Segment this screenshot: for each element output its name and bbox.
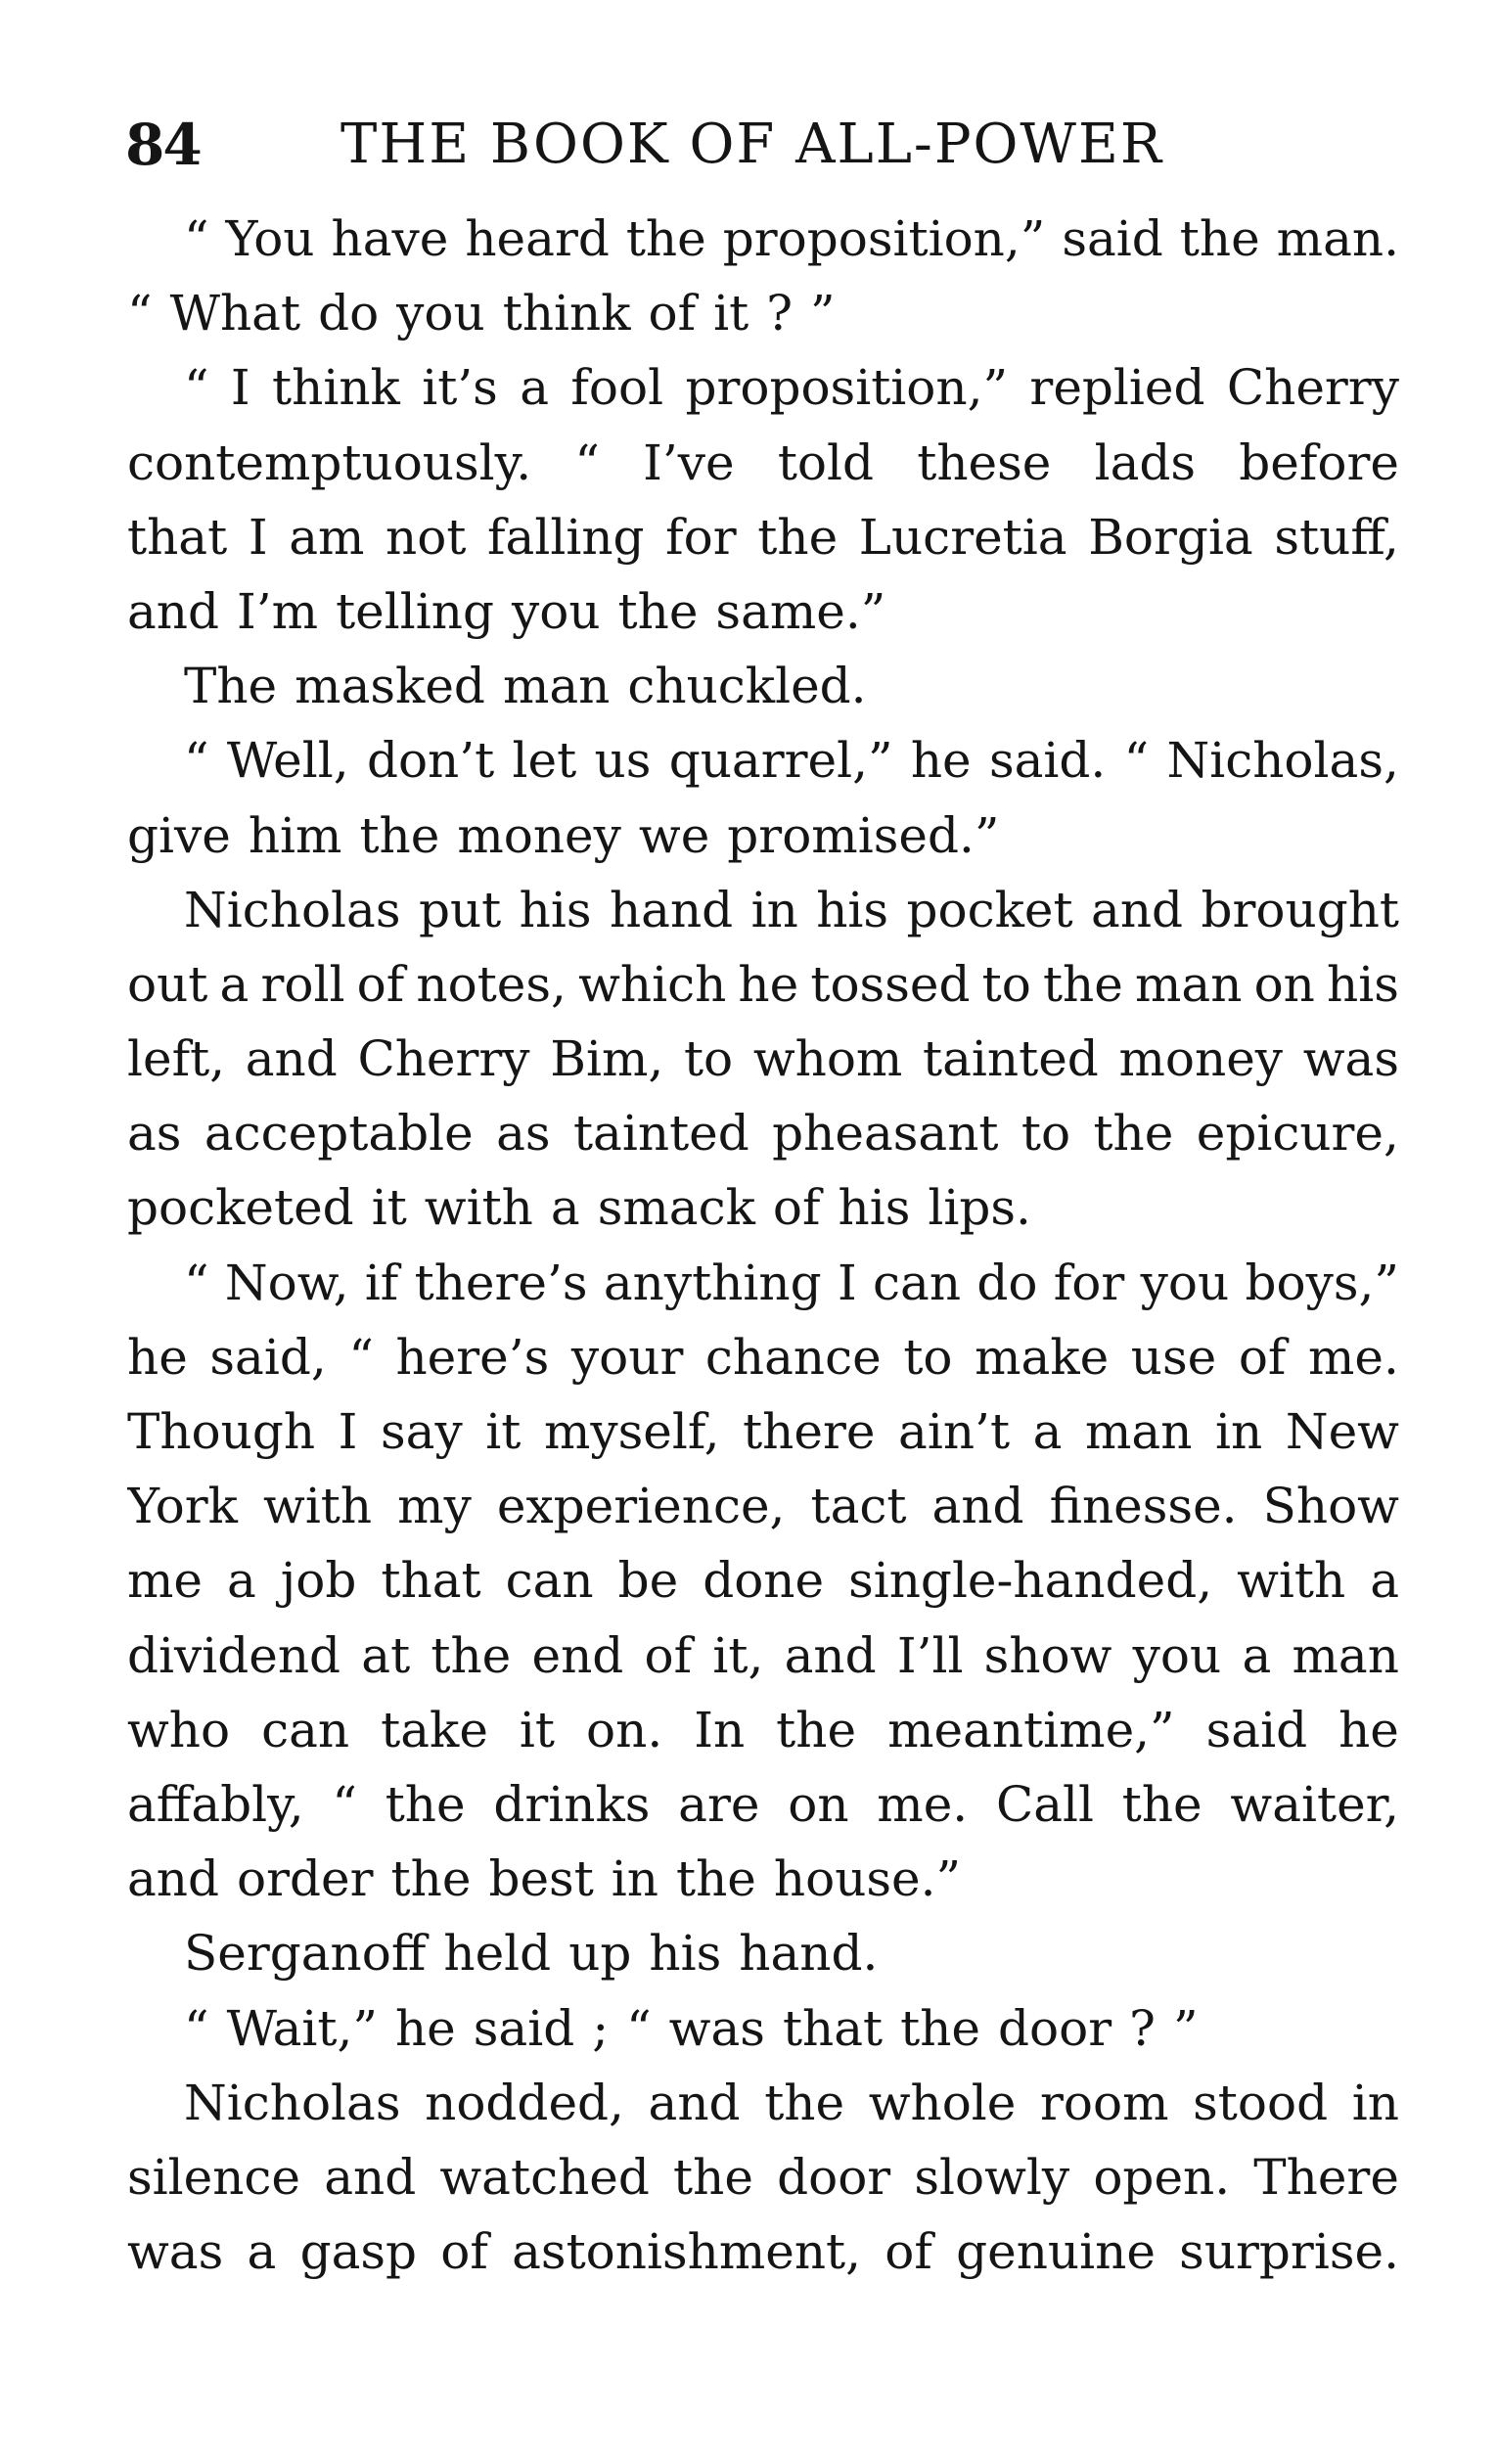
text-word: me — [127, 1552, 204, 1610]
text-word: Now, — [224, 1254, 349, 1311]
text-word: the — [1093, 1105, 1174, 1163]
text-word: masked — [295, 658, 485, 715]
text-word: to — [981, 955, 1031, 1013]
text-word: it, — [712, 1626, 764, 1684]
text-word: in — [750, 881, 798, 938]
text-word: Borgia — [1088, 508, 1253, 566]
text-line — [127, 1096, 1399, 1170]
text-word: tossed — [810, 955, 971, 1013]
text-word: let — [512, 732, 577, 790]
text-line — [127, 574, 1399, 649]
text-word: left, — [127, 1030, 226, 1088]
text-word: lads — [1094, 433, 1197, 491]
text-word: that — [782, 1999, 884, 2057]
text-word: whole — [868, 2074, 1017, 2131]
text-word: in — [1351, 2074, 1399, 2131]
text-word: finesse. — [1049, 1478, 1238, 1535]
text-word: I — [230, 359, 250, 417]
text-word: watched — [439, 2148, 650, 2206]
text-word: gasp — [299, 2223, 418, 2281]
text-word: “ — [184, 1999, 209, 2057]
text-word: Though — [127, 1403, 316, 1460]
text-word: “ — [184, 732, 209, 790]
text-word: can — [261, 1701, 350, 1758]
text-word: it — [713, 285, 749, 342]
text-word: and — [931, 1478, 1024, 1535]
text-word: order — [237, 1850, 374, 1908]
text-line — [127, 1394, 1399, 1469]
text-line — [127, 2140, 1399, 2214]
text-line — [127, 1543, 1399, 1618]
text-word: “ — [184, 359, 209, 417]
text-word: in — [1215, 1403, 1263, 1460]
text-word: waiter, — [1230, 1775, 1399, 1833]
text-word: slowly — [914, 2148, 1070, 2206]
text-word: you — [1132, 1626, 1222, 1684]
text-word: a — [520, 359, 550, 417]
text-word: hand — [609, 881, 734, 938]
text-word: on — [788, 1775, 849, 1833]
text-word: was — [668, 1999, 765, 2057]
text-word: the — [764, 2074, 845, 2131]
text-word: man. — [1276, 210, 1399, 267]
text-word: genuine — [956, 2223, 1156, 2281]
text-word: “ — [127, 285, 153, 342]
text-word: What — [169, 285, 301, 342]
text-word: whom — [752, 1030, 903, 1088]
text-word: am — [289, 508, 365, 566]
text-word: he — [394, 1999, 456, 2057]
text-word: of — [772, 1179, 821, 1237]
text-word: falling — [487, 508, 645, 566]
text-line — [127, 202, 1399, 276]
text-word: the — [385, 1775, 466, 1833]
text-word: do — [976, 1254, 1038, 1311]
text-word: single-handed, — [848, 1552, 1213, 1610]
text-word: astonishment, — [512, 2223, 862, 2281]
text-word: man — [1135, 955, 1243, 1013]
text-word: he — [738, 955, 799, 1013]
text-word: at — [361, 1626, 411, 1684]
text-word: to — [683, 1030, 734, 1088]
text-line — [127, 1320, 1399, 1394]
text-word: and — [784, 1626, 877, 1684]
text-word: ? — [1129, 1999, 1156, 2057]
text-word: “ — [184, 210, 209, 267]
text-word: room — [1039, 2074, 1169, 2131]
text-word: the — [1121, 1775, 1202, 1833]
text-word: fool — [570, 359, 664, 417]
text-word: money — [457, 806, 621, 864]
text-word: on — [1253, 955, 1315, 1013]
text-word: his — [1327, 955, 1399, 1013]
text-word: dividend — [127, 1626, 341, 1684]
text-word: the — [900, 1999, 981, 2057]
text-line — [127, 947, 1399, 1022]
text-word: pocket — [906, 881, 1073, 938]
text-word: man — [502, 658, 611, 715]
text-line — [127, 1022, 1399, 1096]
text-word: said — [1205, 1701, 1308, 1758]
text-line — [127, 799, 1399, 873]
text-word: him — [248, 806, 342, 864]
text-word: which — [578, 955, 727, 1013]
text-word: take — [381, 1701, 488, 1758]
text-word: make — [975, 1328, 1110, 1386]
text-word: I — [837, 1254, 857, 1311]
text-word: quarrel,” — [668, 732, 893, 790]
text-word: “ — [1123, 732, 1150, 790]
text-word: open. — [1093, 2148, 1231, 2206]
text-word: I’ve — [643, 433, 735, 491]
text-word: I’m — [237, 582, 319, 640]
text-word: a — [227, 1552, 256, 1610]
text-word: it — [519, 1701, 556, 1758]
text-word: can — [873, 1254, 962, 1311]
text-word: ? — [766, 285, 794, 342]
text-word: a — [1370, 1552, 1399, 1610]
text-word: can — [505, 1552, 594, 1610]
text-word: you — [396, 285, 485, 342]
text-word: and — [127, 1850, 220, 1908]
text-line — [127, 1991, 1399, 2066]
text-word: for — [1053, 1254, 1125, 1311]
text-word: telling — [336, 582, 494, 640]
text-word: nodded, — [425, 2074, 624, 2131]
text-line — [127, 2214, 1399, 2289]
text-word: held — [443, 1925, 552, 1983]
text-word: epicure, — [1196, 1105, 1399, 1163]
text-word: his — [816, 881, 889, 938]
text-word: that — [127, 508, 228, 566]
text-word: he — [127, 1328, 188, 1386]
text-word: promised.” — [727, 806, 1000, 864]
text-word: you — [511, 582, 601, 640]
text-word: that — [381, 1552, 481, 1610]
text-word: on. — [586, 1701, 663, 1758]
text-word: experience, — [496, 1478, 786, 1535]
text-word: a — [219, 955, 250, 1013]
text-line — [127, 1246, 1399, 1320]
text-line — [127, 1469, 1399, 1543]
text-word: Cherry — [357, 1030, 530, 1088]
text-word: hand. — [739, 1925, 879, 1983]
text-word: who — [127, 1701, 231, 1758]
text-word: Well, — [226, 732, 349, 790]
text-word: “ — [332, 1775, 357, 1833]
text-word: the — [1179, 210, 1260, 267]
text-word: pheasant — [772, 1105, 999, 1163]
text-word: and — [648, 2074, 741, 2131]
text-word: the — [776, 1701, 857, 1758]
text-word: tainted — [572, 1105, 749, 1163]
text-word: the — [673, 2148, 753, 2206]
text-word: here’s — [395, 1328, 550, 1386]
text-word: I — [338, 1403, 358, 1460]
text-word: end — [531, 1626, 624, 1684]
text-word: door — [777, 2148, 891, 2206]
text-word: us — [594, 732, 652, 790]
text-word: of — [440, 2223, 488, 2281]
text-word: as — [127, 1105, 182, 1163]
text-word: In — [694, 1701, 746, 1758]
running-head — [125, 106, 1397, 184]
text-word: replied — [1029, 359, 1205, 417]
text-word: The — [184, 658, 278, 715]
running-title: THE BOOK OF ALL-POWER — [340, 113, 1164, 176]
text-word: a — [550, 1179, 580, 1237]
text-word: my — [397, 1478, 472, 1535]
text-word: the — [625, 210, 706, 267]
text-word: the — [676, 1850, 756, 1908]
text-word: put — [418, 881, 502, 938]
text-word: “ — [348, 1328, 374, 1386]
text-word: these — [917, 433, 1052, 491]
text-line — [127, 350, 1399, 425]
text-word: for — [665, 508, 737, 566]
text-word: Call — [995, 1775, 1094, 1833]
text-word: use — [1130, 1328, 1217, 1386]
text-word: house.” — [773, 1850, 962, 1908]
text-word: proposition,” — [722, 210, 1046, 267]
text-word: surprise. — [1179, 2223, 1399, 2281]
text-word: ain’t — [898, 1403, 1011, 1460]
text-word: acceptable — [204, 1105, 474, 1163]
text-word: stood — [1193, 2074, 1329, 2131]
text-word: do — [318, 285, 380, 342]
text-line — [127, 1916, 1399, 1990]
text-word: lips. — [928, 1179, 1031, 1237]
text-word: roll — [260, 955, 345, 1013]
text-word: silence — [127, 2148, 301, 2206]
text-line — [127, 500, 1399, 574]
text-word: as — [496, 1105, 551, 1163]
text-word: with — [263, 1478, 373, 1535]
text-word: said — [473, 1999, 575, 2057]
text-word: he — [1338, 1701, 1399, 1758]
text-line — [127, 2066, 1399, 2140]
text-line — [127, 1170, 1399, 1245]
text-word: to — [1021, 1105, 1071, 1163]
text-word: tainted — [923, 1030, 1099, 1088]
text-word: anything — [603, 1254, 822, 1311]
text-word: said — [1062, 210, 1163, 267]
text-word: brought — [1201, 881, 1399, 938]
text-word: have — [331, 210, 449, 267]
text-word: out — [127, 955, 208, 1013]
text-word: door — [998, 1999, 1112, 2057]
text-word: before — [1239, 433, 1399, 491]
text-word: I — [248, 508, 268, 566]
text-word: don’t — [366, 732, 495, 790]
text-word: the — [359, 806, 440, 864]
text-word: Show — [1262, 1478, 1399, 1535]
text-word: not — [386, 508, 467, 566]
text-word: Lucretia — [858, 508, 1067, 566]
text-word: your — [570, 1328, 684, 1386]
text-word: ” — [1172, 1999, 1199, 2057]
text-word: Bim, — [550, 1030, 664, 1088]
text-word: with — [424, 1179, 533, 1237]
text-word: he — [910, 732, 972, 790]
text-word: me. — [877, 1775, 969, 1833]
text-word: of — [1238, 1328, 1287, 1386]
text-word: There — [1253, 2148, 1399, 2206]
text-word: his — [649, 1925, 722, 1983]
text-word: Nicholas, — [1166, 732, 1399, 790]
text-word: a — [1032, 1403, 1063, 1460]
text-word: Cherry — [1226, 359, 1399, 417]
text-word: You — [225, 210, 315, 267]
text-word: drinks — [493, 1775, 651, 1833]
text-word: we — [638, 806, 710, 864]
text-word: be — [617, 1552, 679, 1610]
text-word: pocketed — [127, 1179, 354, 1237]
text-word: the — [390, 1850, 472, 1908]
text-word: proposition,” — [685, 359, 1009, 417]
text-word: up — [568, 1925, 632, 1983]
text-word: Nicholas — [184, 2074, 401, 2131]
text-line — [127, 873, 1399, 947]
text-word: I’ll — [896, 1626, 964, 1684]
text-word: the — [1042, 955, 1123, 1013]
text-word: say — [381, 1403, 463, 1460]
text-word: said, — [209, 1328, 327, 1386]
text-word: man — [1292, 1626, 1399, 1684]
text-word: “ — [184, 1254, 209, 1311]
text-word: to — [903, 1328, 953, 1386]
text-word: contemptuously. — [127, 433, 532, 491]
text-line — [127, 426, 1399, 500]
text-word: it’s — [422, 359, 498, 417]
text-word: best — [488, 1850, 594, 1908]
text-word: a — [247, 2223, 277, 2281]
text-word: said. — [988, 732, 1107, 790]
text-word: man — [1085, 1403, 1193, 1460]
text-word: in — [611, 1850, 658, 1908]
text-word: New — [1285, 1403, 1399, 1460]
text-word: the — [431, 1626, 512, 1684]
text-word: same.” — [715, 582, 886, 640]
text-word: heard — [465, 210, 610, 267]
text-word: myself, — [543, 1403, 720, 1460]
text-word: think — [272, 359, 400, 417]
text-word: of — [356, 955, 405, 1013]
text-word: “ — [626, 1999, 652, 2057]
text-word: affably, — [127, 1775, 304, 1833]
text-word: done — [703, 1552, 825, 1610]
text-word: stuff, — [1274, 508, 1399, 566]
text-word: told — [777, 433, 875, 491]
text-word: it — [485, 1403, 522, 1460]
text-word: chuckled. — [627, 658, 867, 715]
text-word: ” — [810, 285, 836, 342]
text-word: are — [678, 1775, 760, 1833]
text-word: there — [743, 1403, 876, 1460]
text-line — [127, 1767, 1399, 1842]
text-line — [127, 1693, 1399, 1767]
text-word: his — [838, 1179, 911, 1237]
text-word: tact — [810, 1478, 907, 1535]
text-line — [127, 723, 1399, 798]
text-word: with — [1237, 1552, 1346, 1610]
text-word: York — [127, 1478, 238, 1535]
text-word: show — [983, 1626, 1112, 1684]
text-word: a — [1242, 1626, 1272, 1684]
text-line — [127, 276, 1399, 350]
text-word: Serganoff — [184, 1925, 427, 1983]
text-word: and — [1091, 881, 1184, 938]
text-word: the — [757, 508, 839, 566]
text-word: money — [1118, 1030, 1284, 1088]
text-word: chance — [704, 1328, 882, 1386]
text-word: if — [364, 1254, 399, 1311]
text-word: and — [324, 2148, 417, 2206]
text-word: ; — [592, 1999, 610, 2057]
text-word: of — [885, 2223, 932, 2281]
text-word: Nicholas — [184, 881, 401, 938]
text-line — [127, 1842, 1399, 1916]
text-word: job — [280, 1552, 357, 1610]
text-word: it — [371, 1179, 407, 1237]
text-word: of — [648, 285, 697, 342]
text-word: was — [1302, 1030, 1399, 1088]
text-line — [127, 649, 1399, 723]
text-word: notes, — [416, 955, 567, 1013]
text-word: “ — [574, 433, 600, 491]
text-word: you — [1140, 1254, 1230, 1311]
text-line — [127, 1619, 1399, 1693]
text-word: smack — [597, 1179, 755, 1237]
text-word: there’s — [414, 1254, 588, 1311]
text-word: the — [617, 582, 699, 640]
text-word: boys,” — [1245, 1254, 1399, 1311]
text-word: Wait,” — [226, 1999, 378, 2057]
text-word: was — [127, 2223, 224, 2281]
page-number: 84 — [125, 112, 201, 178]
text-word: me. — [1308, 1328, 1399, 1386]
text-word: and — [127, 582, 220, 640]
text-word: think — [502, 285, 631, 342]
page-body-text — [127, 202, 1399, 2289]
text-word: his — [519, 881, 592, 938]
text-word: give — [127, 806, 231, 864]
text-word: of — [644, 1626, 693, 1684]
text-word: and — [245, 1030, 338, 1088]
text-word: meantime,” — [887, 1701, 1175, 1758]
